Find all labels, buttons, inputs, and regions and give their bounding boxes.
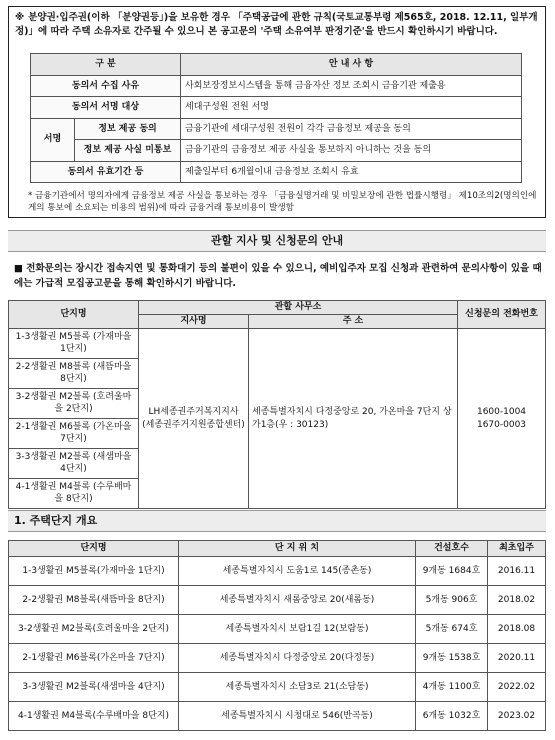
- table-row: [31, 75, 522, 97]
- office-table: [8, 300, 546, 509]
- complex-cell: 1-3생활권 M5블록 (가재마을 1단지): [9, 329, 139, 359]
- office-header-phone: 신청문의 전화번호: [458, 301, 546, 329]
- housing-table: [8, 540, 546, 731]
- table-row: [31, 161, 522, 183]
- info-desc: 금융기관의 금융정보 제공 사실을 통보하지 아니하는 것을 동의: [181, 140, 522, 162]
- phone-number-1: 1600-1004: [476, 407, 527, 418]
- housing-location: 세종특별자치시 도움1로 145(종촌동): [179, 557, 416, 586]
- housing-header-name: 단지명: [9, 541, 179, 557]
- info-group-sign: 서명: [31, 118, 75, 161]
- phone-cell: [458, 329, 546, 509]
- housing-units: 6개동 1032호: [416, 702, 488, 731]
- office-header-complex: 단지명: [9, 301, 139, 329]
- complex-cell: 2-1생활권 M6블록 (가온마을 7단지): [9, 419, 139, 449]
- table-row: [31, 140, 522, 162]
- housing-units: 4개동 1100호: [416, 673, 488, 702]
- table-row: [9, 557, 546, 586]
- table-row: [31, 118, 522, 140]
- notice-mark: ※: [15, 12, 25, 23]
- housing-units: 5개동 906호: [416, 586, 488, 615]
- complex-cell: 2-2생활권 M8블록 (새뜸마을 8단지): [9, 359, 139, 389]
- info-desc: 세대구성원 전원 서명: [181, 97, 522, 119]
- table-row: [9, 329, 546, 359]
- complex-cell: 3-3생활권 M2블록 (새샘마을 4단지): [9, 449, 139, 479]
- section1-title: 1. 주택단지 개요: [8, 510, 546, 532]
- table-row: [9, 673, 546, 702]
- housing-first-move: 2020.11: [488, 644, 546, 673]
- housing-name: 4-1생활권 M4블록(수루배마을 8단지): [9, 702, 179, 731]
- info-desc: 금융기관에 세대구성원 전원이 각각 금융정보 제공을 동의: [181, 118, 522, 140]
- housing-units: 9개동 1684호: [416, 557, 488, 586]
- jurisdiction-bullet: ■ 전화문의는 장시간 접속지연 및 통화대기 등의 불편이 있을 수 있으니, 예비입주자 모집 신청과 관련하여 문의사항이 있을 때에는 가급적 모집공고문을 통해 확인하시기 바랍니다.: [14, 263, 542, 289]
- address-cell: 세종특별자치시 다정중앙로 20, 가온마을 7단지 상가1층(우 : 30123): [249, 329, 458, 509]
- housing-location: 세종특별자치시 보람1길 12(보람동): [179, 615, 416, 644]
- info-desc: 제출일부터 6개월이내 금융정보 조회시 유효: [181, 161, 522, 183]
- table-row: [9, 615, 546, 644]
- office-header-address: 주 소: [249, 315, 458, 329]
- office-header-office: 관할 사무소: [139, 301, 458, 315]
- office-header-branch: 지사명: [139, 315, 249, 329]
- housing-first-move: 2018.02: [488, 586, 546, 615]
- housing-units: 9개동 1538호: [416, 644, 488, 673]
- housing-first-move: 2023.02: [488, 702, 546, 731]
- info-cat: 동의서 수집 사유: [31, 75, 181, 97]
- footnote: * 금융기관에서 명의자에게 금융정보 제공 사실을 통보하는 경우 「금융실명거래 및 비밀보장에 관한 법률시행령」 제10조의2(명의인에게의 통보에 소요되는 비용의 범위)에 따라 금융거래 통보비용이 발생함: [28, 191, 537, 214]
- housing-header-first-move: 최초입주: [488, 541, 546, 557]
- housing-header-units: 건설호수: [416, 541, 488, 557]
- info-desc: 사회보장정보시스템을 통해 금융자산 정보 조회시 금융기관 제출용: [181, 75, 522, 97]
- housing-name: 2-1생활권 M6블록(가온마을 7단지): [9, 644, 179, 673]
- housing-name: 2-2생활권 M8블록(새뜸마을 8단지): [9, 586, 179, 615]
- info-cat: 동의서 유효기간 등: [31, 161, 181, 183]
- table-row: [31, 97, 522, 119]
- housing-units: 5개동 674호: [416, 615, 488, 644]
- consent-info-table: [30, 53, 522, 183]
- housing-name: 3-3생활권 M2블록(새샘마을 4단지): [9, 673, 179, 702]
- notice-body: 분양권·입주권(이하 「분양권등」)을 보유한 경우 「주택공급에 관한 규칙(국토교통부령 제565호, 2018. 12.11, 일부개정)」에 따라 주택 소유자로 간주될 수 있으니 본 공고문의 '주택 소유여부 판정기준'을 반드시 확인하시기 바랍니다.: [15, 12, 538, 37]
- table-row: [9, 586, 546, 615]
- housing-location: 세종특별자치시 새롬중앙로 20(새롬동): [179, 586, 416, 615]
- table-row: [9, 702, 546, 731]
- info-header-category: 구 분: [31, 54, 181, 76]
- housing-first-move: 2018.08: [488, 615, 546, 644]
- complex-cell: 3-2생활권 M2블록 (호려울마을 2단지): [9, 389, 139, 419]
- housing-header-location: 단 지 위 치: [179, 541, 416, 557]
- housing-name: 3-2생활권 M2블록(호려울마을 2단지): [9, 615, 179, 644]
- housing-location: 세종특별자치시 시청대로 546(반곡동): [179, 702, 416, 731]
- info-cat: 정보 제공 사실 미통보: [75, 140, 181, 162]
- housing-first-move: 2016.11: [488, 557, 546, 586]
- table-row: [9, 644, 546, 673]
- info-cat: 동의서 서명 대상: [31, 97, 181, 119]
- info-header-guide: 안 내 사 항: [181, 54, 522, 76]
- info-cat: 정보 제공 동의: [75, 118, 181, 140]
- housing-location: 세종특별자치시 다정중앙로 20(다정동): [179, 644, 416, 673]
- housing-location: 세종특별자치시 소담3로 21(소담동): [179, 673, 416, 702]
- notice-text: [15, 11, 539, 39]
- branch-cell: LH세종권주거복지지사 (세종권주거지원종합센터): [139, 329, 249, 509]
- phone-number-2: 1670-0003: [476, 419, 527, 430]
- jurisdiction-title: 관할 지사 및 신청문의 안내: [8, 230, 546, 252]
- complex-cell: 4-1생활권 M4블록 (수루배마을 8단지): [9, 479, 139, 509]
- housing-first-move: 2022.02: [488, 673, 546, 702]
- housing-name: 1-3생활권 M5블록(가재마을 1단지): [9, 557, 179, 586]
